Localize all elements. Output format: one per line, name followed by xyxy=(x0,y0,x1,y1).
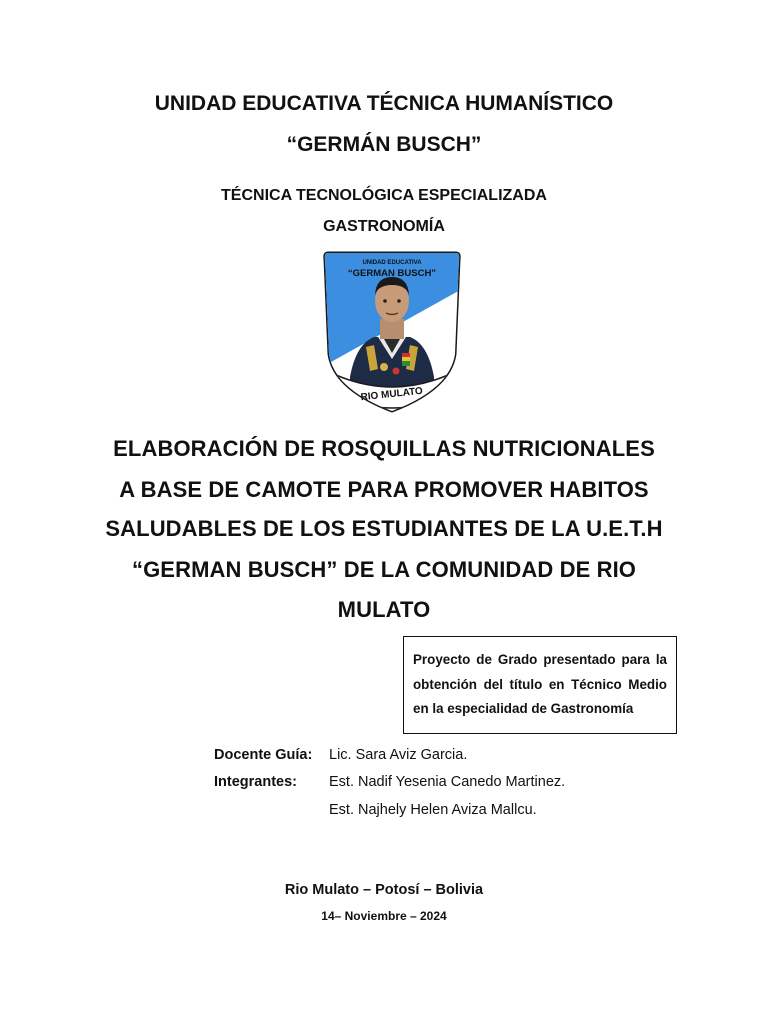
integrante-2: Est. Najhely Helen Aviza Mallcu. xyxy=(329,802,537,818)
docente-value: Lic. Sara Aviz Garcia. xyxy=(329,747,468,763)
specialty-line-1: TÉCNICA TECNOLÓGICA ESPECIALIZADA xyxy=(221,187,547,204)
emblem-name-text: “GERMAN BUSCH” xyxy=(347,268,437,279)
emblem-top-text: UNIDAD EDUCATIVA xyxy=(362,260,422,266)
project-description-box xyxy=(403,636,677,734)
project-title-line-5: MULATO xyxy=(337,597,431,622)
project-title-line-2: A BASE DE CAMOTE PARA PROMOVER HABITOS xyxy=(119,477,649,502)
project-title-line-3: SALUDABLES DE LOS ESTUDIANTES DE LA U.E.T.H xyxy=(105,516,663,541)
location-line: Rio Mulato – Potosí – Bolivia xyxy=(284,882,484,898)
integrante-1: Est. Nadif Yesenia Canedo Martinez. xyxy=(329,774,566,790)
project-description-line-3: en la especialidad de Gastronomía xyxy=(413,701,634,716)
docente-label: Docente Guía: xyxy=(214,747,313,763)
date-line: 14– Noviembre – 2024 xyxy=(321,909,447,923)
emblem-bottom-text: RIO MULATO xyxy=(360,385,424,404)
school-name-line-1: UNIDAD EDUCATIVA TÉCNICA HUMANÍSTICO xyxy=(154,92,614,115)
school-emblem xyxy=(322,249,462,415)
project-title-line-1: ELABORACIÓN DE ROSQUILLAS NUTRICIONALES xyxy=(113,436,655,461)
project-description-line-1: Proyecto de Grado presentado para la xyxy=(413,652,667,667)
specialty-line-2: GASTRONOMÍA xyxy=(323,218,445,235)
integrantes-label: Integrantes: xyxy=(214,774,297,790)
project-description-line-2: obtención del título en Técnico Medio xyxy=(413,676,667,692)
project-title-line-4: “GERMAN BUSCH” DE LA COMUNIDAD DE RIO xyxy=(132,557,636,582)
school-name-line-2: “GERMÁN BUSCH” xyxy=(286,133,482,156)
